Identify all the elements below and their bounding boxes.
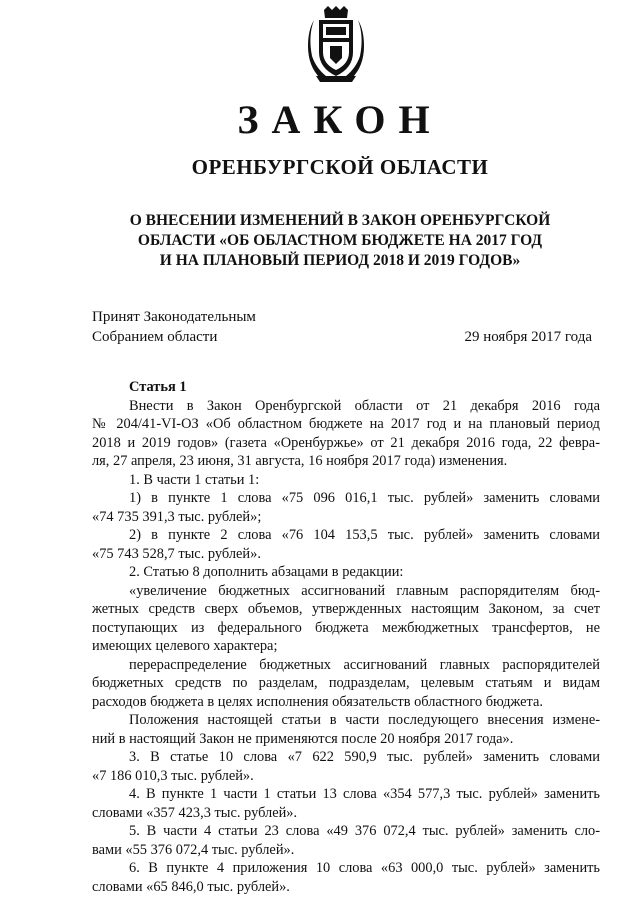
text-line: «увеличение бюджетных ассигнований главным распорядителям бюд- bbox=[129, 582, 600, 599]
text-line: словами «65 846,0 тыс. рублей». bbox=[92, 878, 290, 895]
text-line: вами «55 376 072,4 тыс. рублей». bbox=[92, 841, 295, 858]
subject-line: ОБЛАСТИ «ОБ ОБЛАСТНОМ БЮДЖЕТЕ НА 2017 ГОД bbox=[137, 232, 543, 249]
coat-of-arms-icon bbox=[306, 6, 366, 84]
subject-line: И НА ПЛАНОВЫЙ ПЕРИОД 2018 И 2019 ГОДОВ» bbox=[159, 252, 521, 269]
adoption-date: 29 ноября 2017 года bbox=[464, 329, 592, 345]
text-line: словами «357 423,3 тыс. рублей». bbox=[92, 804, 298, 821]
subject-line: О ВНЕСЕНИИ ИЗМЕНЕНИЙ В ЗАКОН ОРЕНБУРГСКОЙ bbox=[129, 212, 551, 229]
text-line: 1) в пункте 1 слова «75 096 016,1 тыс. рублей» заменить словами bbox=[129, 490, 600, 506]
text-line: Внести в Закон Оренбургской области от 21 декабря 2016 года bbox=[129, 397, 600, 414]
adoption-body bbox=[92, 307, 256, 347]
text-line: 2. Статью 8 дополнить абзацами в редакции: bbox=[129, 564, 404, 580]
adoption-line: Собранием области bbox=[92, 329, 218, 345]
text-line: «7 186 010,3 тыс. рублей». bbox=[92, 767, 254, 784]
text-line: 1. В части 1 статьи 1: bbox=[129, 471, 260, 488]
text-line: 3. В статье 10 слова «7 622 590,9 тыс. рублей» заменить словами bbox=[129, 749, 600, 765]
region-title: ОРЕНБУРГСКОЙ ОБЛАСТИ bbox=[191, 155, 489, 179]
text-line: ний в настоящий Закон не применяются после 20 ноября 2017 года». bbox=[92, 730, 514, 747]
law-subject-title bbox=[0, 211, 640, 271]
text-line: 4. В пункте 1 части 1 статьи 13 слова «354 577,3 тыс. рублей» заменить bbox=[129, 786, 600, 802]
text-line: «74 735 391,3 тыс. рублей»; bbox=[92, 508, 262, 525]
text-line: 2018 и 2019 годов» (газета «Оренбуржье» от 21 декабря 2016 года, 22 февра- bbox=[92, 434, 600, 451]
text-line: бюджетных средств по разделам, подразделам, целевым статьям и видам bbox=[92, 675, 600, 691]
text-line: 2) в пункте 2 слова «76 104 153,5 тыс. рублей» заменить словами bbox=[129, 527, 600, 543]
adoption-line: Принят Законодательным bbox=[92, 309, 256, 325]
text-line: поступающих из федерального бюджета межбюджетных трансфертов, не bbox=[92, 619, 600, 636]
document-type-title: ЗАКОН bbox=[237, 97, 443, 142]
text-line: 6. В пункте 4 приложения 10 слова «63 000,0 тыс. рублей» заменить bbox=[129, 860, 600, 876]
text-line: жетных средств сверх объемов, утвержденных настоящим Законом, за счет bbox=[92, 601, 600, 617]
text-line: расходов бюджета в целях исполнения обязательств областного бюджета. bbox=[92, 693, 543, 710]
text-line: № 204/41-VI-ОЗ «Об областном бюджете на 2017 год и на плановый период bbox=[92, 416, 600, 432]
text-line: имеющих целевого характера; bbox=[92, 638, 278, 654]
text-line: ля, 27 апреля, 23 июня, 31 августа, 16 ноября 2017 года) изменения. bbox=[92, 453, 508, 469]
text-line: Положения настоящей статьи в части последующего внесения измене- bbox=[129, 712, 600, 728]
article-body bbox=[92, 378, 600, 896]
article-heading: Статья 1 bbox=[129, 379, 187, 395]
text-line: «75 743 528,7 тыс. рублей». bbox=[92, 545, 261, 562]
text-line: 5. В части 4 статьи 23 слова «49 376 072,4 тыс. рублей» заменить сло- bbox=[129, 823, 600, 839]
text-line: перераспределение бюджетных ассигнований главных распорядителей bbox=[129, 656, 600, 673]
